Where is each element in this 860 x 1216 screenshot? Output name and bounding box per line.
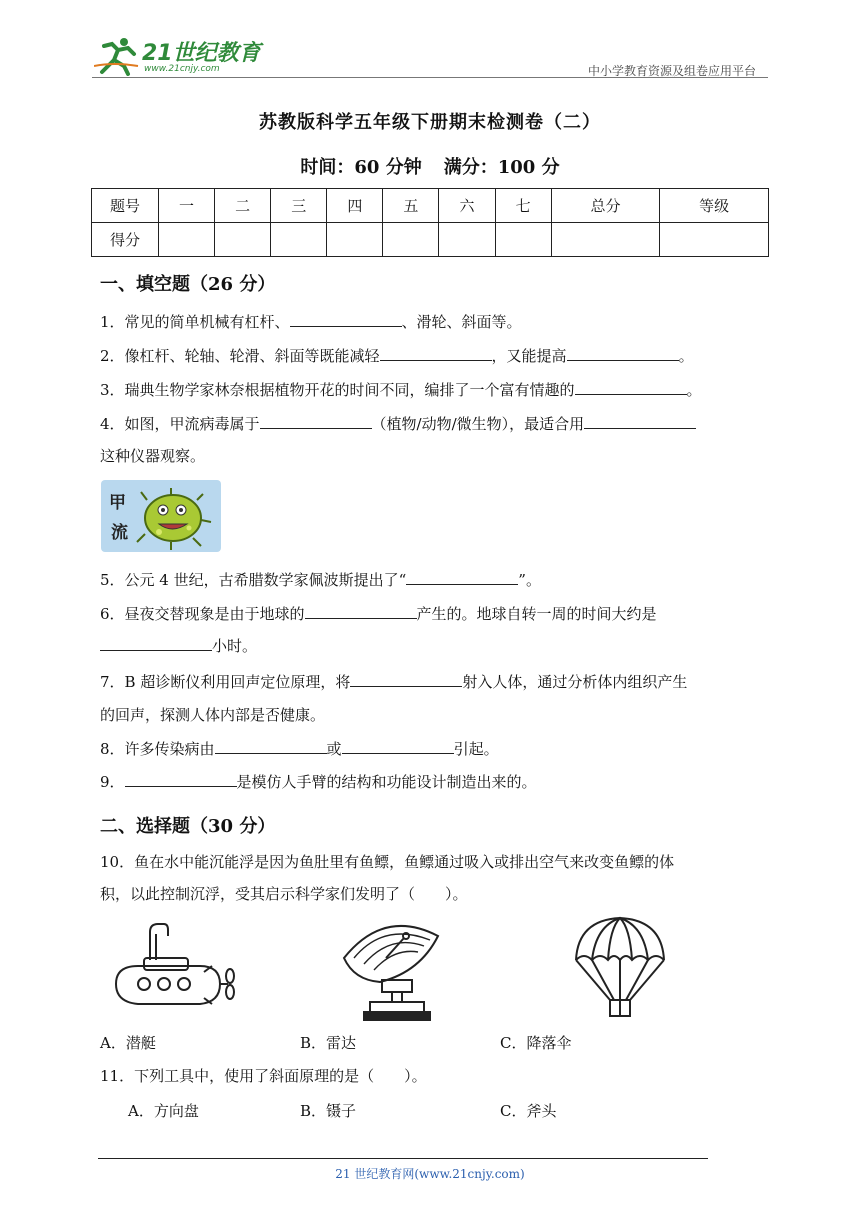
answer-blank[interactable] xyxy=(406,570,518,585)
question-5 xyxy=(100,570,541,590)
answer-blank[interactable] xyxy=(380,346,492,361)
answer-blank[interactable] xyxy=(567,346,679,361)
answer-blank[interactable] xyxy=(342,739,454,754)
question-10: 10．鱼在水中能沉能浮是因为鱼肚里有鱼鳔，鱼鳔通过吸入或排出空气来改变鱼鳔的体 xyxy=(100,853,675,871)
table-header-cell: 七 xyxy=(495,189,551,223)
footer-divider xyxy=(98,1158,708,1159)
answer-blank[interactable] xyxy=(305,604,417,619)
logo-text: 21世纪教育 xyxy=(142,41,261,66)
question-text: 7．B 超诊断仪利用回声定位原理，将 xyxy=(100,673,351,691)
question-text: 。 xyxy=(678,347,694,365)
question-text: 6．昼夜交替现象是由于地球的 xyxy=(100,605,305,623)
question-7 xyxy=(100,672,687,692)
answer-blank[interactable] xyxy=(100,636,212,651)
table-header-cell: 总分 xyxy=(551,189,660,223)
runner-logo-icon xyxy=(94,36,140,76)
question-text: （植物/动物/微生物），最适合用 xyxy=(371,415,585,433)
question-7-line2: 的回声，探测人体内部是否健康。 xyxy=(100,706,326,724)
question-10-line2: 积，以此控制沉浮，受其启示科学家们发明了（ ）。 xyxy=(100,885,468,903)
exam-info xyxy=(0,153,860,179)
table-header-cell: 四 xyxy=(327,189,383,223)
table-header-cell: 等级 xyxy=(660,189,769,223)
exam-time: 时间：60 分钟 xyxy=(300,157,422,178)
page-header xyxy=(92,30,768,80)
question-text: 。 xyxy=(686,381,702,399)
score-cell[interactable] xyxy=(271,223,327,257)
question-text: 是模仿人手臂的结构和功能设计制造出来的。 xyxy=(236,773,537,791)
question-text: 4．如图，甲流病毒属于 xyxy=(100,415,260,433)
submarine-image xyxy=(108,922,238,1022)
header-divider xyxy=(92,77,768,78)
question-3 xyxy=(100,380,702,400)
table-row-label: 得分 xyxy=(92,223,159,257)
answer-blank[interactable] xyxy=(260,414,372,429)
flu-virus-illustration xyxy=(101,480,221,552)
flu-char-1: 甲 xyxy=(109,493,126,513)
section-title-choice: 二、选择题（30 分） xyxy=(100,816,276,837)
question-9 xyxy=(100,772,537,792)
logo xyxy=(94,36,264,76)
radar-image xyxy=(334,914,454,1022)
flu-char-2: 流 xyxy=(111,523,128,543)
question-11: 11．下列工具中，使用了斜面原理的是（ ）。 xyxy=(100,1067,427,1085)
question-text: 或 xyxy=(326,740,342,758)
q11-option-a[interactable]: A．方向盘 xyxy=(128,1102,199,1120)
question-text: 8．许多传染病由 xyxy=(100,740,215,758)
answer-blank[interactable] xyxy=(350,672,462,687)
question-text: 产生的。地球自转一周的时间大约是 xyxy=(416,605,657,623)
answer-blank[interactable] xyxy=(584,414,696,429)
table-header-cell: 三 xyxy=(271,189,327,223)
q11-option-b[interactable]: B．镊子 xyxy=(300,1102,357,1120)
question-text: ，又能提高 xyxy=(491,347,567,365)
answer-blank[interactable] xyxy=(290,312,402,327)
table-header-cell: 六 xyxy=(439,189,495,223)
table-header-cell: 题号 xyxy=(92,189,159,223)
page-title: 苏教版科学五年级下册期末检测卷（二） xyxy=(259,112,601,133)
footer-link[interactable]: 21 世纪教育网(www.21cnjy.com) xyxy=(335,1167,525,1181)
q10-option-c[interactable]: C．降落伞 xyxy=(500,1034,572,1052)
question-6 xyxy=(100,604,657,624)
question-text: ”。 xyxy=(518,571,541,589)
logo-url: www.21cnjy.com xyxy=(144,64,220,74)
q11-option-c[interactable]: C．斧头 xyxy=(500,1102,557,1120)
table-header-cell: 五 xyxy=(383,189,439,223)
score-table xyxy=(91,188,769,257)
answer-blank[interactable] xyxy=(575,380,687,395)
score-cell[interactable] xyxy=(495,223,551,257)
question-8 xyxy=(100,739,499,759)
score-cell[interactable] xyxy=(327,223,383,257)
score-cell[interactable] xyxy=(551,223,660,257)
question-text: 引起。 xyxy=(453,740,499,758)
section-title-fill-in: 一、填空题（26 分） xyxy=(100,274,276,295)
table-header-cell: 二 xyxy=(215,189,271,223)
question-1 xyxy=(100,312,522,332)
question-4-line2: 这种仪器观察。 xyxy=(100,447,206,465)
question-text: 小时。 xyxy=(212,637,258,655)
question-text: 2．像杠杆、轮轴、轮滑、斜面等既能减轻 xyxy=(100,347,380,365)
score-cell[interactable] xyxy=(383,223,439,257)
question-number: 9． xyxy=(100,773,125,791)
question-4 xyxy=(100,414,696,434)
question-text: 1．常见的简单机械有杠杆、 xyxy=(100,313,290,331)
q10-option-b[interactable]: B．雷达 xyxy=(300,1034,357,1052)
score-cell[interactable] xyxy=(215,223,271,257)
exam-score: 满分：100 分 xyxy=(443,157,560,178)
flu-virus-image xyxy=(101,480,221,552)
question-text: 、滑轮、斜面等。 xyxy=(401,313,522,331)
table-header-cell: 一 xyxy=(159,189,215,223)
score-table-header-row xyxy=(92,189,769,223)
parachute-image xyxy=(570,914,670,1024)
answer-blank[interactable] xyxy=(215,739,327,754)
score-cell[interactable] xyxy=(660,223,769,257)
question-6-line2 xyxy=(100,636,257,656)
question-2 xyxy=(100,346,694,366)
score-table-row xyxy=(92,223,769,257)
question-text: 射入人体，通过分析体内组织产生 xyxy=(462,673,688,691)
q10-option-a[interactable]: A．潜艇 xyxy=(100,1034,156,1052)
answer-blank[interactable] xyxy=(125,772,237,787)
score-cell[interactable] xyxy=(159,223,215,257)
score-cell[interactable] xyxy=(439,223,495,257)
question-text: 3．瑞典生物学家林奈根据植物开花的时间不同，编排了一个富有情趣的 xyxy=(100,381,575,399)
question-text: 5．公元 4 世纪，古希腊数学家佩波斯提出了“ xyxy=(100,571,407,589)
platform-label: 中小学教育资源及组卷应用平台 xyxy=(587,64,756,78)
